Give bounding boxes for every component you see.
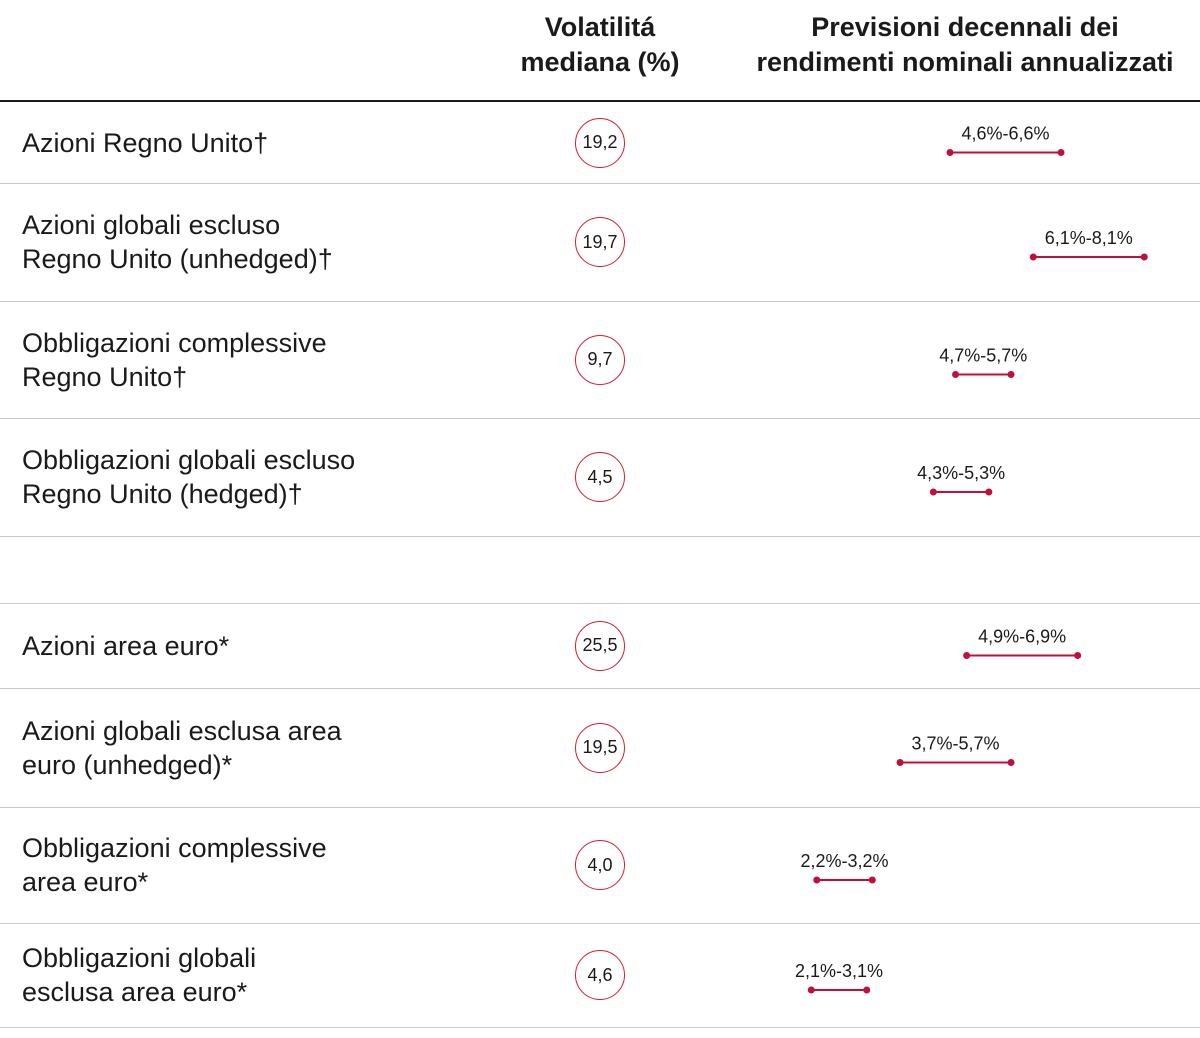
row-label-line1: Azioni globali esclusa area xyxy=(22,715,342,746)
volatility-value: 4,5 xyxy=(575,452,625,502)
range-low-dot xyxy=(813,877,820,884)
row-label-line1: Obbligazioni complessive xyxy=(22,833,327,863)
row-label-line1: Azioni area euro* xyxy=(22,630,230,661)
volatility-value: 19,5 xyxy=(575,723,625,773)
row-label-line2: area euro* xyxy=(22,867,149,897)
row-label-line1: Obbligazioni complessive xyxy=(22,327,327,358)
row-label-line1: Obbligazioni globali xyxy=(22,943,257,973)
range-high-dot xyxy=(1058,149,1065,156)
range-label: 6,1%-8,1% xyxy=(1044,228,1133,248)
row-label-line2: Regno Unito† xyxy=(22,361,188,392)
range-label: 2,1%-3,1% xyxy=(794,961,884,981)
range-high-dot xyxy=(863,987,870,994)
range-label: 4,9%-6,9% xyxy=(978,626,1067,647)
forecast-header-line2: rendimenti nominali annualizzati xyxy=(756,47,1174,77)
range-high-dot xyxy=(869,877,876,884)
volatility-value: 9,7 xyxy=(575,335,625,385)
volatility-value: 19,2 xyxy=(575,118,625,168)
range-label: 2,2%-3,2% xyxy=(800,851,889,871)
range-low-dot xyxy=(1030,254,1037,261)
range-low-dot xyxy=(963,652,970,659)
range-low-dot xyxy=(897,759,904,766)
row-label-line1: Azioni globali escluso xyxy=(22,210,281,240)
volatility-value: 25,5 xyxy=(575,621,625,671)
forecast-header-line1: Previsioni decennali dei xyxy=(811,12,1119,42)
range-high-dot xyxy=(1008,371,1015,378)
volatility-value: 4,0 xyxy=(575,840,625,890)
volatility-value: 4,6 xyxy=(575,950,625,1000)
range-label: 3,7%-5,7% xyxy=(911,733,1000,754)
row-label-line1: Obbligazioni globali escluso xyxy=(22,445,356,475)
volatility-header-line1: Volatilitá xyxy=(544,12,656,42)
range-high-dot xyxy=(1141,254,1148,261)
range-label: 4,6%-6,6% xyxy=(961,123,1050,144)
row-label-line2: esclusa area euro* xyxy=(22,977,248,1007)
row-label-line1: Azioni Regno Unito† xyxy=(22,127,269,158)
volatility-header-line2: mediana (%) xyxy=(520,47,680,77)
range-low-dot xyxy=(930,489,937,496)
range-high-dot xyxy=(1074,652,1081,659)
row-label-line2: Regno Unito (hedged)† xyxy=(22,479,303,509)
row-label-line2: euro (unhedged)* xyxy=(22,749,233,780)
range-high-dot xyxy=(985,489,992,496)
range-low-dot xyxy=(947,149,954,156)
row-label-line2: Regno Unito (unhedged)† xyxy=(22,244,333,274)
volatility-value: 19,7 xyxy=(575,217,625,267)
range-low-dot xyxy=(808,987,815,994)
range-label: 4,3%-5,3% xyxy=(917,463,1006,483)
range-low-dot xyxy=(952,371,959,378)
range-high-dot xyxy=(1008,759,1015,766)
range-label: 4,7%-5,7% xyxy=(939,345,1028,366)
